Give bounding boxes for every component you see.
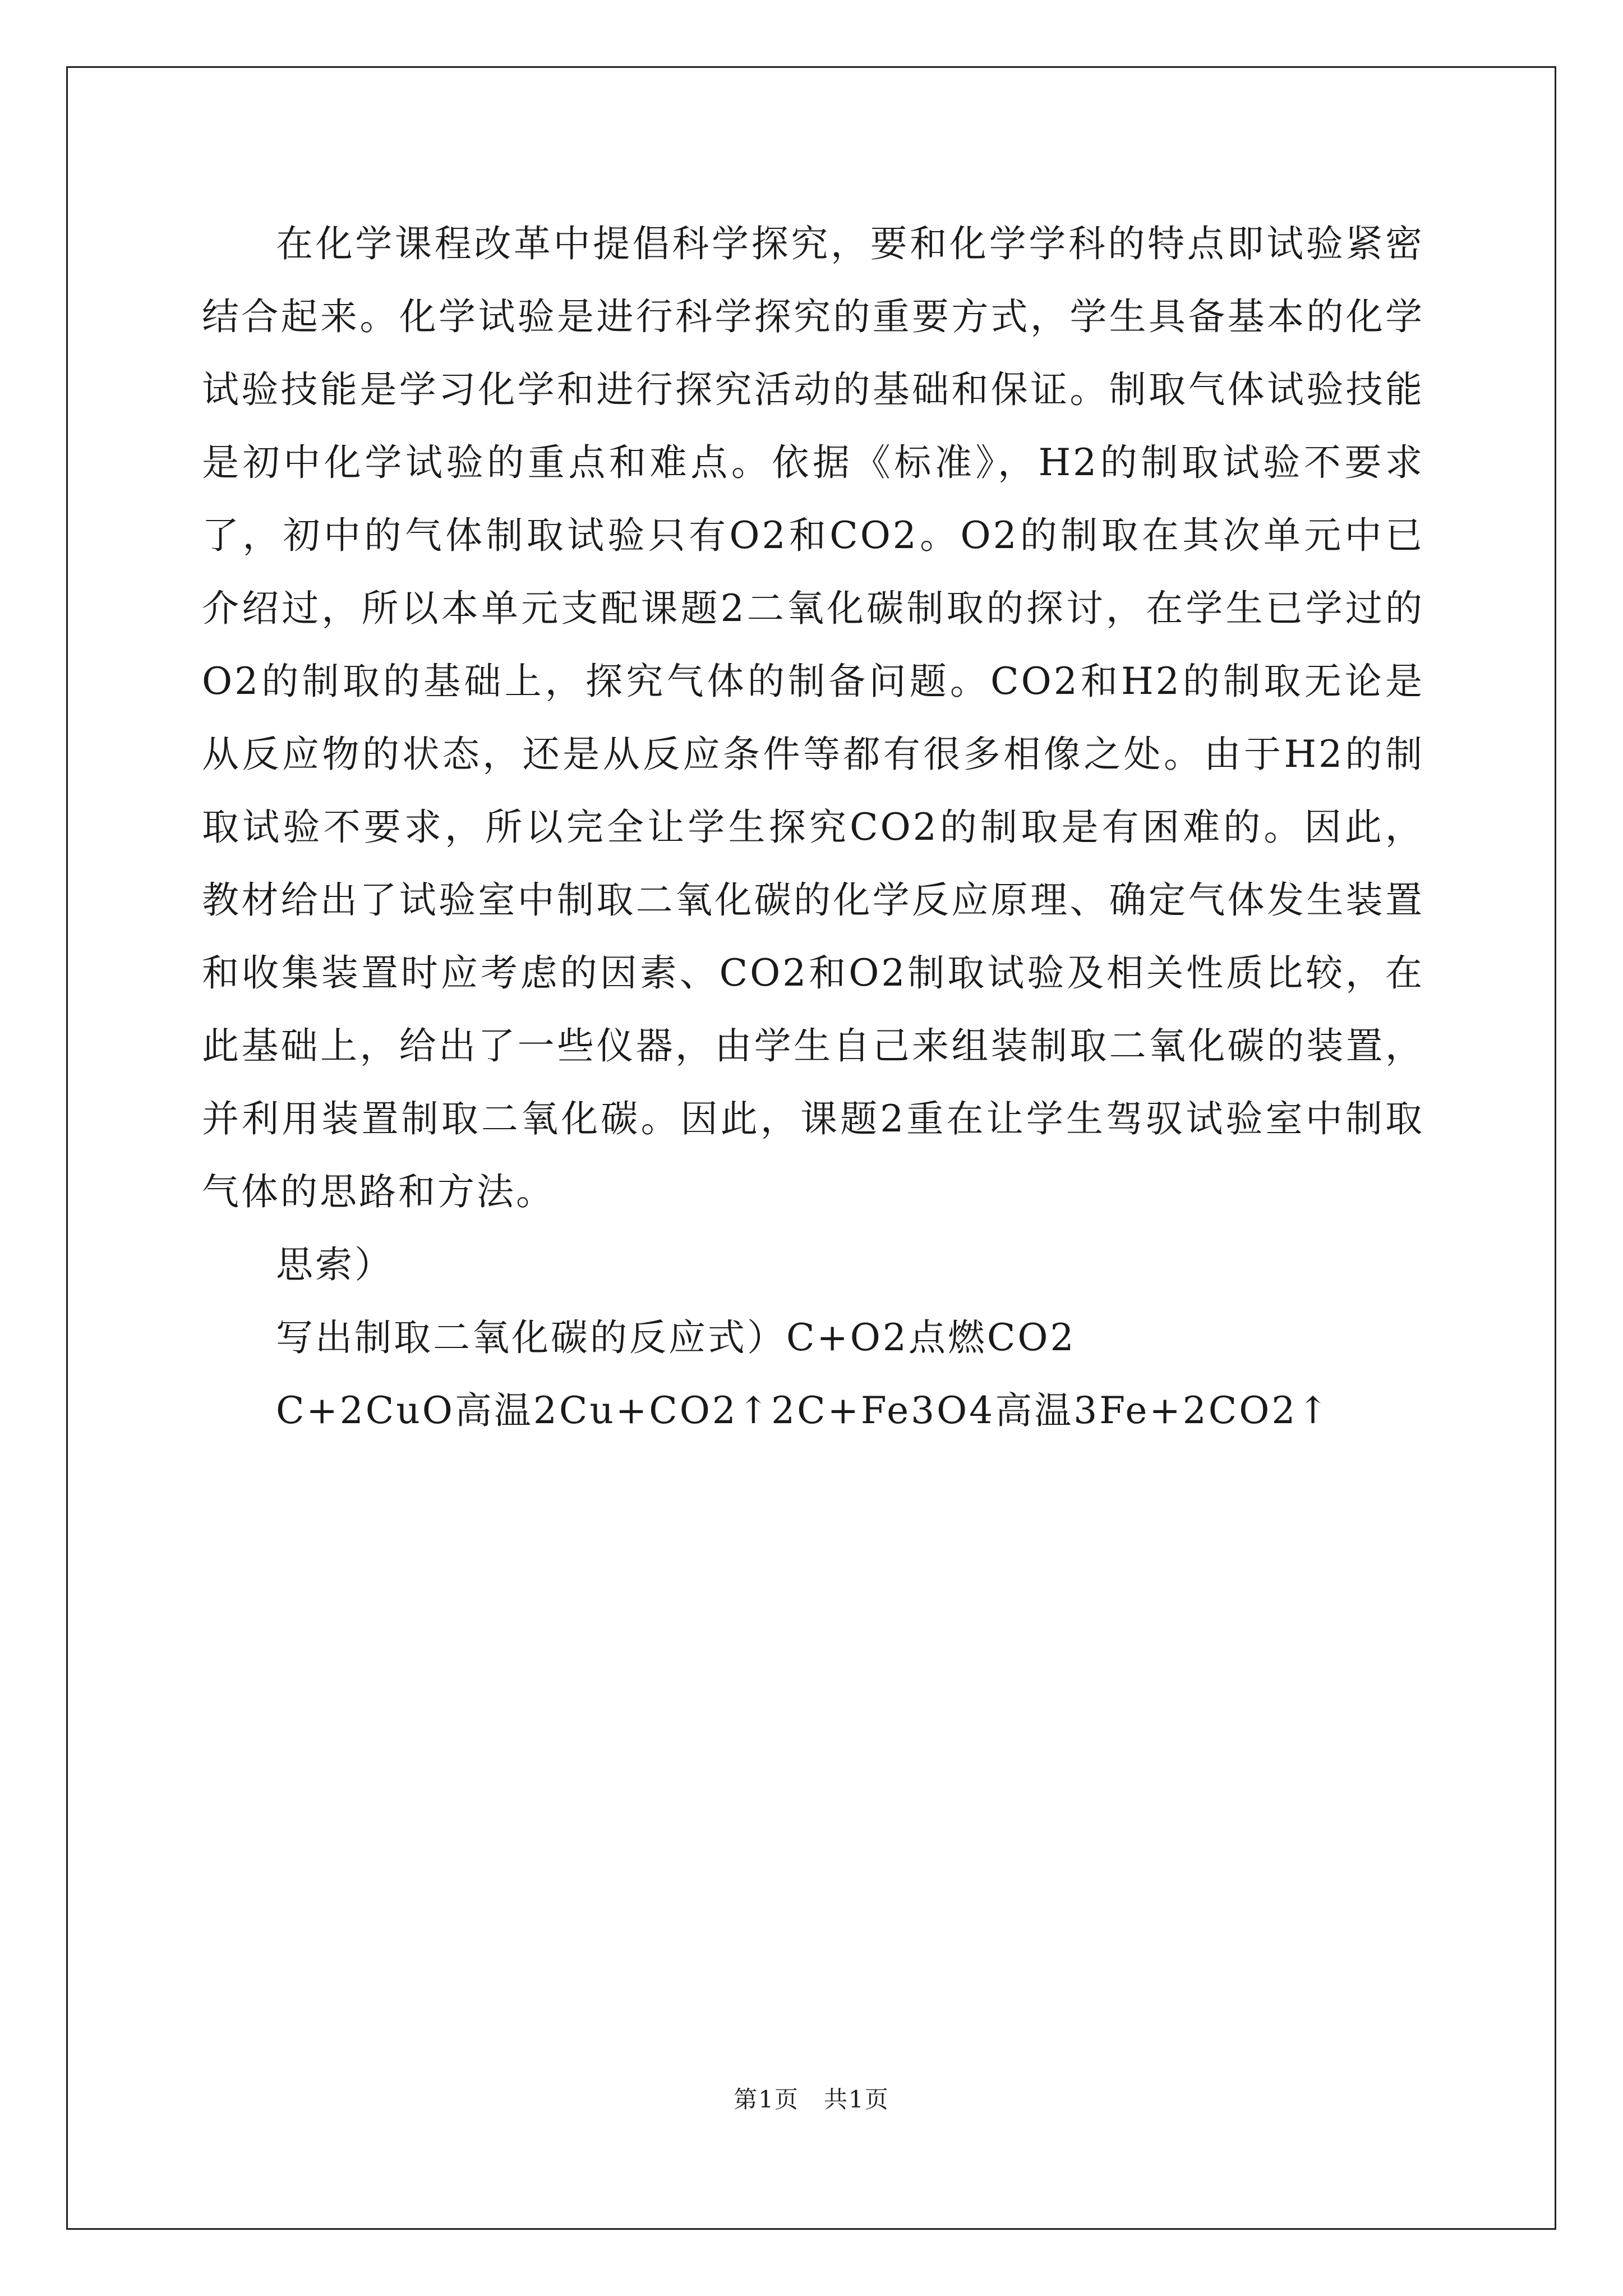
reaction-equation-line: 写出制取二氧化碳的反应式）C+O2点燃CO2 bbox=[276, 1316, 1076, 1359]
page-number-footer: 第1页 共1页 bbox=[734, 2086, 889, 2113]
document-body bbox=[202, 208, 1424, 1447]
reaction-equation-line: C+2CuO高温2Cu+CO2↑2C+Fe3O4高温3Fe+2CO2↑ bbox=[276, 1389, 1331, 1432]
question-heading: 思索） bbox=[276, 1243, 394, 1286]
body-paragraph: 在化学课程改革中提倡科学探究，要和化学学科的特点即试验紧密结合起来。化学试验是进行科学探究的重要方式，学生具备基本的化学试验技能是学习化学和进行探究活动的基础和保证。制取气体试验技能是初中化学试验的重点和难点。依据《标准》，H2的制取试验不要求了，初中的气体制取试验只有O2和CO2。O2的制取在其次单元中已介绍过，所以本单元支配课题2二氧化碳制取的探讨，在学生已学过的O2的制取的基础上，探究气体的制备问题。CO2和H2的制取无论是从反应物的状态，还是从反应条件等都有很多相像之处。由于H2的制取试验不要求，所以完全让学生探究CO2的制取是有困难的。因此，教材给出了试验室中制取二氧化碳的化学反应原理、确定气体发生装置和收集装置时应考虑的因素、CO2和O2制取试验及相关性质比较，在此基础上，给出了一些仪器，由学生自己来组装制取二氧化碳的装置，并利用装置制取二氧化碳。因此，课题2重在让学生驾驭试验室中制取气体的思路和方法。 bbox=[202, 222, 1424, 1213]
